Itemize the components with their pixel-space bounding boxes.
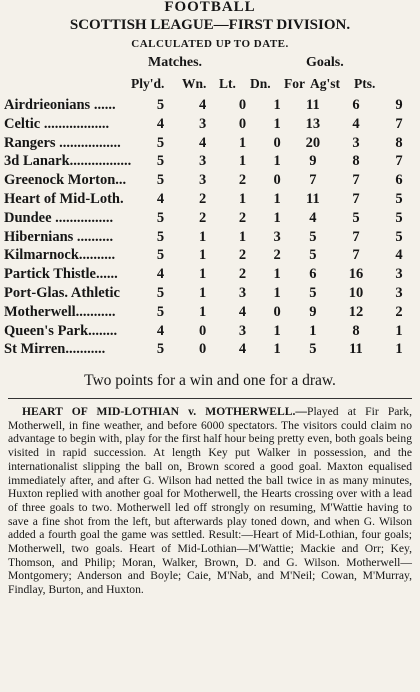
stat-for: 4 xyxy=(309,209,317,226)
match-report-body: Played at Fir Park, Motherwell, in fine weather, and before 6000 spectators. The visitors could claim no advantage to begin with, play for the first half hour being pretty even, both goals being visited in rapid succession. At length Key put Walker in possession, and the internationalist slipping the ball on, Brown scored a good goal. Maxton equalised immediately after, and after G. Wilson had netted the ball twice in as many minutes, Huxton replied with another goal for Motherwell, the Hearts crossing over with a lead of three goals to two. Motherwell led off strongly on resuming, M'Wattie having to save a fine shot from the left, but afterwards play toned down, and when G. Wilson added a fourth goal the game was settled. Result:—Heart of Mid-Lothian, four goals; Motherwell, two goals. Heart of Mid-Lothian—M'Wattie; Mackie and Orr; Key, Thomson, and Philip; Moran, Walker, Brown, D. and G. Wilson. Motherwell—Montgomery; Anderson and Boyle; Caie, M'Nab, and M'Neil; Cowan, M'Murray, Findlay, Burton, and Huxton. xyxy=(8,405,412,597)
stat-played: 5 xyxy=(156,303,165,320)
stat-won: 2 xyxy=(198,209,207,226)
table-row xyxy=(4,265,418,284)
stat-for: 9 xyxy=(309,303,317,320)
club-name: Motherwell........... xyxy=(4,303,116,320)
league-table-body xyxy=(4,96,418,359)
club-name: Hibernians .......... xyxy=(4,228,114,245)
stat-for: 6 xyxy=(309,266,317,283)
stat-points: 3 xyxy=(395,266,403,283)
stat-played: 4 xyxy=(156,266,165,283)
club-name: Queen's Park........ xyxy=(4,322,118,339)
col-won: Wn. xyxy=(182,76,207,91)
stat-against: 4 xyxy=(352,115,360,132)
stat-won: 1 xyxy=(198,228,207,245)
stat-lost: 1 xyxy=(238,134,247,151)
points-footnote: Two points for a win and one for a draw. xyxy=(84,372,336,389)
table-row xyxy=(4,96,418,115)
club-name: 3d Lanark................. xyxy=(4,153,132,170)
stat-drawn: 1 xyxy=(273,266,281,283)
col-lost: Lt. xyxy=(219,76,236,91)
stat-drawn: 3 xyxy=(273,228,281,245)
stat-for: 11 xyxy=(306,97,320,113)
stat-lost: 1 xyxy=(238,190,247,207)
col-points: Pts. xyxy=(354,76,376,91)
club-name: Airdrieonians ...... xyxy=(4,97,116,113)
stat-lost: 1 xyxy=(238,153,247,170)
stat-lost: 3 xyxy=(238,284,247,301)
club-name: Kilmarnock.......... xyxy=(4,247,116,264)
stat-drawn: 1 xyxy=(273,284,281,301)
stat-played: 5 xyxy=(156,284,165,301)
stat-won: 4 xyxy=(198,134,207,151)
stat-lost: 0 xyxy=(238,97,247,113)
table-row xyxy=(4,303,418,322)
stat-against: 7 xyxy=(352,228,360,245)
stat-drawn: 1 xyxy=(273,341,281,358)
league-title: SCOTTISH LEAGUE—FIRST DIVISION. xyxy=(69,17,351,33)
stat-won: 3 xyxy=(198,172,207,189)
stat-against: 3 xyxy=(352,134,360,151)
stat-lost: 2 xyxy=(238,266,247,283)
col-played: Ply'd. xyxy=(131,76,165,91)
stat-played: 4 xyxy=(156,115,165,132)
table-row xyxy=(4,171,418,190)
table-row xyxy=(4,340,418,359)
stat-lost: 3 xyxy=(238,322,247,339)
stat-against: 7 xyxy=(352,172,360,189)
stat-points: 8 xyxy=(395,134,403,151)
stat-lost: 2 xyxy=(238,247,247,264)
stat-for: 11 xyxy=(306,190,320,207)
matches-group-label: Matches. xyxy=(148,55,203,70)
stat-points: 5 xyxy=(395,209,403,226)
stat-against: 6 xyxy=(352,97,360,113)
section-title: FOOTBALL xyxy=(164,0,256,15)
table-row xyxy=(4,209,418,228)
table-row xyxy=(4,322,418,341)
stat-won: 4 xyxy=(198,97,207,113)
club-name: Greenock Morton... xyxy=(4,172,127,189)
stat-lost: 1 xyxy=(238,228,247,245)
table-row xyxy=(4,284,418,303)
stat-against: 16 xyxy=(348,266,364,283)
stat-drawn: 1 xyxy=(273,97,281,113)
stat-against: 11 xyxy=(349,341,363,358)
league-table xyxy=(4,96,418,359)
stat-against: 10 xyxy=(348,284,364,301)
stat-against: 7 xyxy=(352,190,360,207)
stat-points: 4 xyxy=(395,247,403,264)
stat-played: 5 xyxy=(156,172,165,189)
club-name: Heart of Mid-Loth. xyxy=(4,190,124,207)
stat-drawn: 1 xyxy=(273,209,281,226)
league-subtitle: CALCULATED UP TO DATE. xyxy=(131,38,289,50)
stat-for: 9 xyxy=(309,153,317,170)
stat-won: 2 xyxy=(198,190,207,207)
stat-played: 4 xyxy=(156,190,165,207)
stat-played: 5 xyxy=(156,247,165,264)
stat-lost: 2 xyxy=(238,172,247,189)
stat-drawn: 2 xyxy=(273,247,281,264)
club-name: St Mirren........... xyxy=(4,341,106,358)
table-row xyxy=(4,190,418,209)
club-name: Port-Glas. Athletic xyxy=(4,284,120,301)
col-against: Ag'st xyxy=(310,76,340,91)
stat-for: 13 xyxy=(305,115,321,132)
stat-drawn: 0 xyxy=(273,172,281,189)
club-name: Dundee ................ xyxy=(4,209,114,226)
club-name: Partick Thistle...... xyxy=(4,266,118,283)
stat-played: 5 xyxy=(156,153,165,170)
match-report-heading: HEART OF MID-LOTHIAN v. MOTHERWELL.— xyxy=(22,405,307,418)
stat-played: 5 xyxy=(156,341,165,358)
stat-drawn: 1 xyxy=(273,322,281,339)
table-row xyxy=(4,134,418,153)
table-row xyxy=(4,115,418,134)
stat-points: 5 xyxy=(395,190,403,207)
stat-points: 3 xyxy=(395,284,403,301)
stat-for: 5 xyxy=(309,247,317,264)
stat-lost: 4 xyxy=(238,341,247,358)
stat-points: 2 xyxy=(395,303,403,320)
club-name: Rangers ................. xyxy=(4,134,121,151)
stat-lost: 4 xyxy=(238,303,247,320)
stat-for: 20 xyxy=(305,134,321,151)
stat-played: 5 xyxy=(156,209,165,226)
stat-played: 5 xyxy=(156,97,165,113)
stat-for: 5 xyxy=(309,284,317,301)
goals-group-label: Goals. xyxy=(306,55,344,70)
stat-points: 1 xyxy=(395,341,403,358)
table-row xyxy=(4,152,418,171)
col-drawn: Dn. xyxy=(250,76,271,91)
stat-won: 0 xyxy=(198,341,207,358)
stat-against: 8 xyxy=(352,153,360,170)
stat-points: 6 xyxy=(395,172,403,189)
match-report xyxy=(8,405,412,597)
stat-won: 1 xyxy=(198,303,207,320)
stat-won: 0 xyxy=(198,322,207,339)
stat-points: 7 xyxy=(395,153,403,170)
stat-played: 5 xyxy=(156,228,165,245)
stat-won: 3 xyxy=(198,153,207,170)
stat-for: 1 xyxy=(309,322,317,339)
stat-for: 7 xyxy=(309,172,317,189)
stat-for: 5 xyxy=(309,228,317,245)
stat-against: 7 xyxy=(352,247,360,264)
col-for: For xyxy=(284,76,305,91)
divider xyxy=(8,398,412,399)
stat-lost: 0 xyxy=(238,115,247,132)
stat-points: 1 xyxy=(395,322,403,339)
stat-drawn: 0 xyxy=(273,134,281,151)
club-name: Celtic .................. xyxy=(4,115,110,132)
table-row xyxy=(4,246,418,265)
stat-played: 4 xyxy=(156,322,165,339)
stat-drawn: 0 xyxy=(273,303,281,320)
stat-won: 1 xyxy=(198,247,207,264)
stat-played: 5 xyxy=(156,134,165,151)
stat-drawn: 1 xyxy=(273,115,281,132)
stat-lost: 2 xyxy=(238,209,247,226)
stat-drawn: 1 xyxy=(273,190,281,207)
stat-won: 3 xyxy=(198,115,207,132)
stat-against: 8 xyxy=(352,322,360,339)
stat-for: 5 xyxy=(309,341,317,358)
stat-against: 12 xyxy=(348,303,364,320)
stat-points: 7 xyxy=(395,115,403,132)
stat-won: 1 xyxy=(198,284,207,301)
table-row xyxy=(4,228,418,247)
stat-points: 5 xyxy=(395,228,403,245)
stat-drawn: 1 xyxy=(273,153,281,170)
stat-against: 5 xyxy=(352,209,360,226)
stat-won: 1 xyxy=(198,266,207,283)
stat-points: 9 xyxy=(395,97,403,113)
